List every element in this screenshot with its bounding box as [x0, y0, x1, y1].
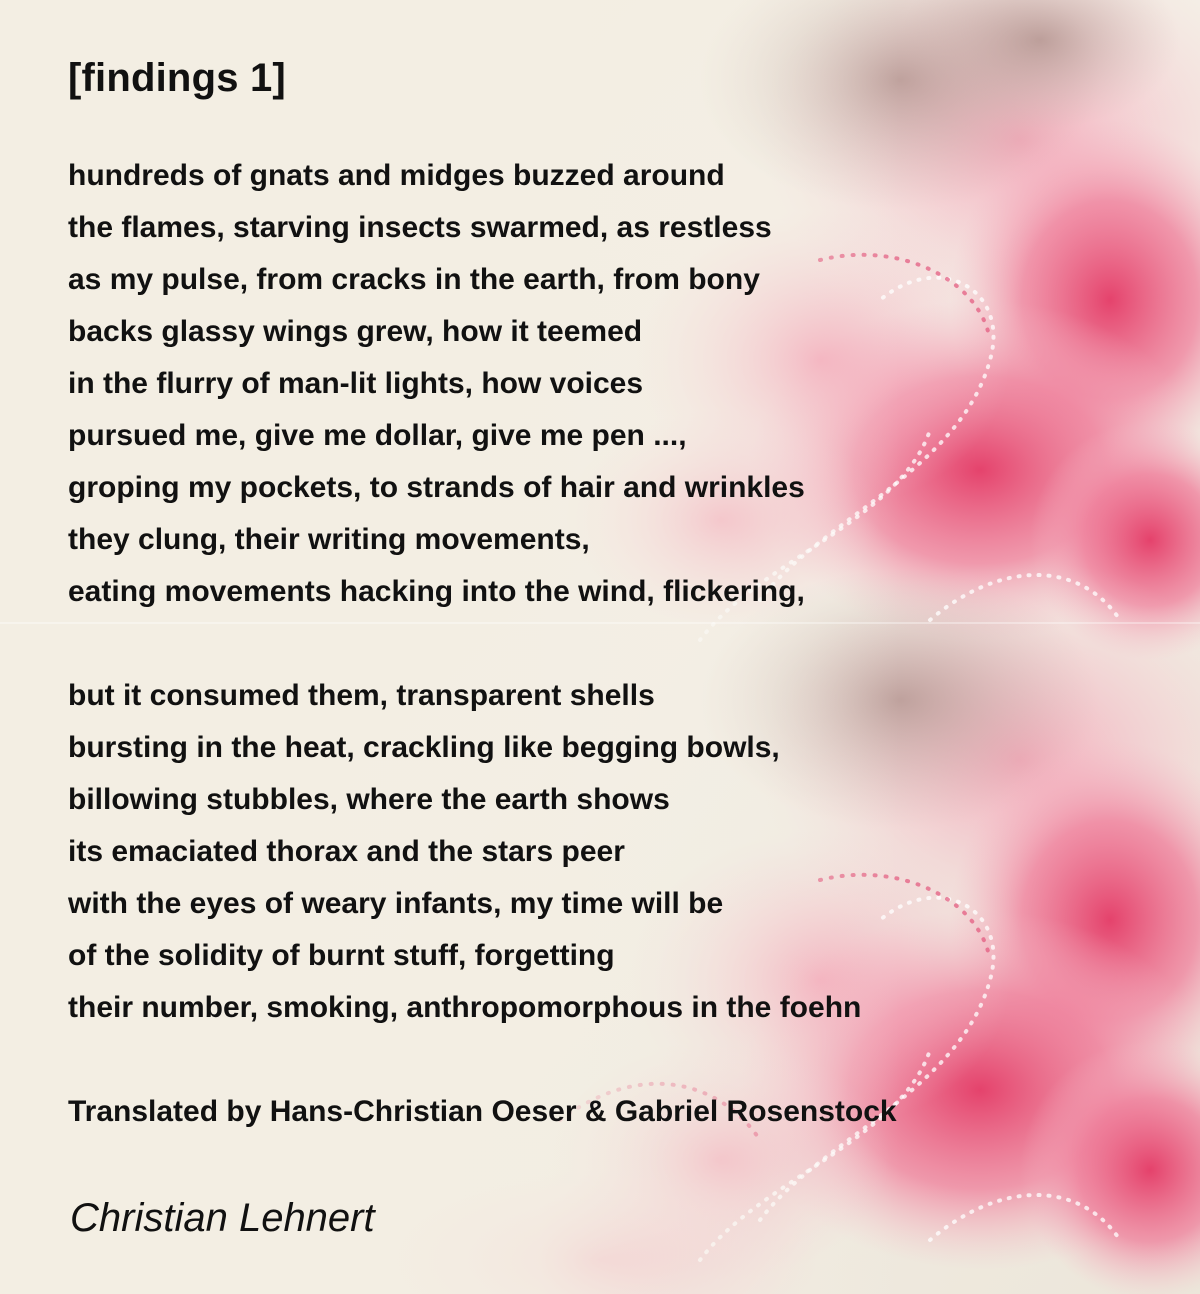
poem-line: bursting in the heat, crackling like begging bowls, — [68, 731, 780, 764]
translator-credit: Translated by Hans-Christian Oeser & Gabriel Rosenstock — [68, 1095, 897, 1128]
poem-line: groping my pockets, to strands of hair and wrinkles — [68, 471, 805, 504]
poem-line: they clung, their writing movements, — [68, 523, 590, 556]
poem-line: the flames, starving insects swarmed, as restless — [68, 211, 772, 244]
poem-line: backs glassy wings grew, how it teemed — [68, 315, 643, 348]
poem-line: eating movements hacking into the wind, flickering, — [68, 575, 805, 608]
poem-title: [findings 1] — [68, 56, 286, 100]
stanza-1 — [68, 150, 805, 618]
poem-line: in the flurry of man-lit lights, how voices — [68, 367, 644, 400]
poem-line: its emaciated thorax and the stars peer — [68, 835, 625, 868]
poem-line: pursued me, give me dollar, give me pen ..., — [68, 419, 687, 452]
poem-line: with the eyes of weary infants, my time will be — [68, 887, 724, 920]
poem-line: their number, smoking, anthropomorphous in the foehn — [68, 991, 862, 1024]
stanza-2 — [68, 670, 861, 1034]
poem-line: of the solidity of burnt stuff, forgetting — [68, 939, 615, 972]
author-name: Christian Lehnert — [70, 1196, 375, 1240]
poem-line: but it consumed them, transparent shells — [68, 679, 655, 712]
poem-line: hundreds of gnats and midges buzzed around — [68, 159, 725, 192]
poem-line: billowing stubbles, where the earth shows — [68, 783, 670, 816]
poem-line: as my pulse, from cracks in the earth, from bony — [68, 263, 760, 296]
